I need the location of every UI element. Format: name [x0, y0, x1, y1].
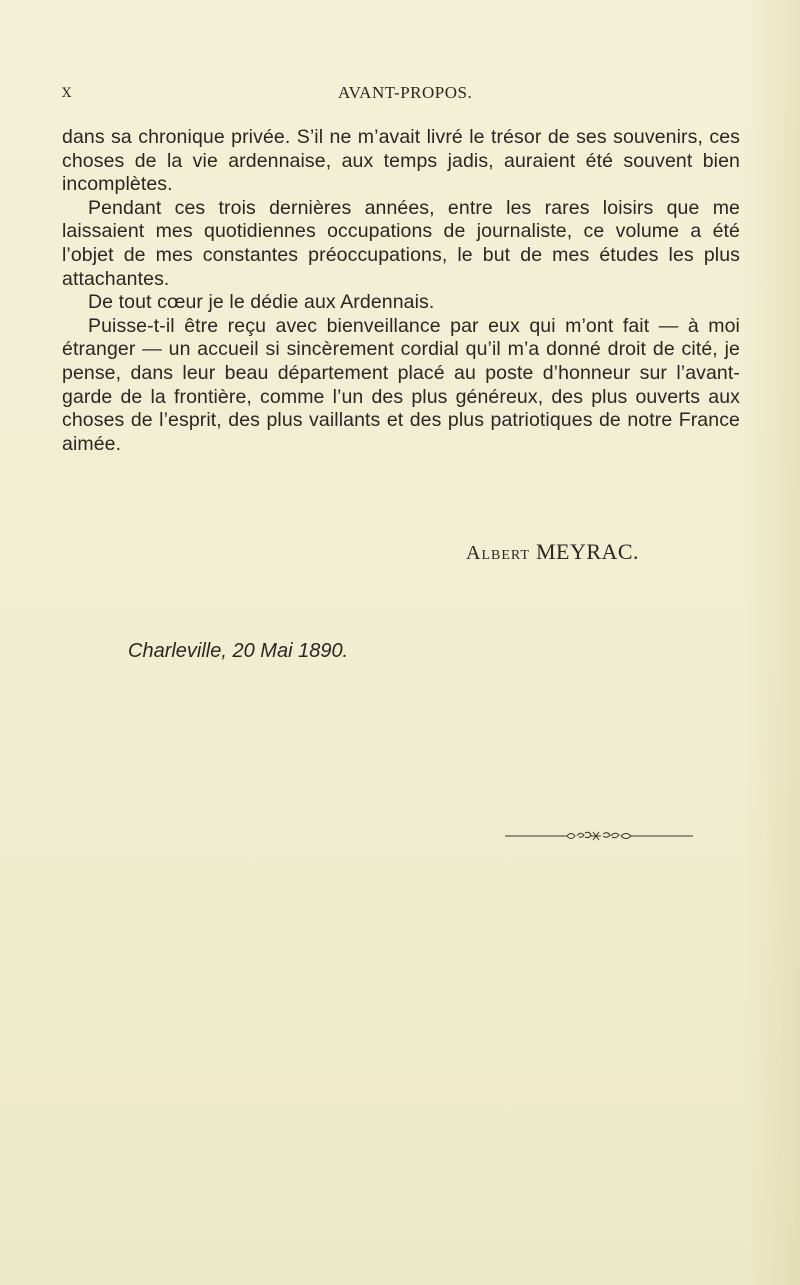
- paragraph: Puisse-t-il être reçu avec bienveillance par eux qui m’ont fait — à moi étranger — un accueil si sincèrement cordial qu’il m’a donné droit de cité, je pense, dans leur beau département placé au poste d’honneur sur l’avant-garde de la frontière, comme l’un des plus généreux, des plus ouverts aux choses de l’esprit, des plus vaillants et des plus patriotiques de notre France aimée.: [62, 314, 740, 455]
- page-number: X: [62, 86, 73, 101]
- paragraph-continuation: dans sa chronique privée. S’il ne m’avait livré le trésor de ses souvenirs, ces choses de la vie ardennaise, aux temps jadis, auraient été souvent bien incomplètes.: [62, 126, 740, 196]
- place-date-line: Charleville, 20 Mai 1890.: [128, 640, 349, 662]
- author-first-name: Albert: [466, 542, 530, 564]
- paragraph-dedication: De tout cœur je le dédie aux Ardennais.: [88, 291, 435, 314]
- author-last-name: MEYRAC.: [535, 539, 640, 564]
- paragraph: Pendant ces trois dernières années, entre les rares loisirs que me laissaient mes quotidiennes occupations de journaliste, ce volume a été l’objet de mes constantes préoccupations, le but de mes études les plus attachantes.: [62, 196, 740, 290]
- fleuron-ornament-icon: [505, 830, 693, 842]
- running-head: [0, 83, 800, 107]
- author-signature: [466, 539, 639, 565]
- body-text: [62, 126, 740, 456]
- running-head-title: AVANT-PROPOS.: [338, 83, 473, 102]
